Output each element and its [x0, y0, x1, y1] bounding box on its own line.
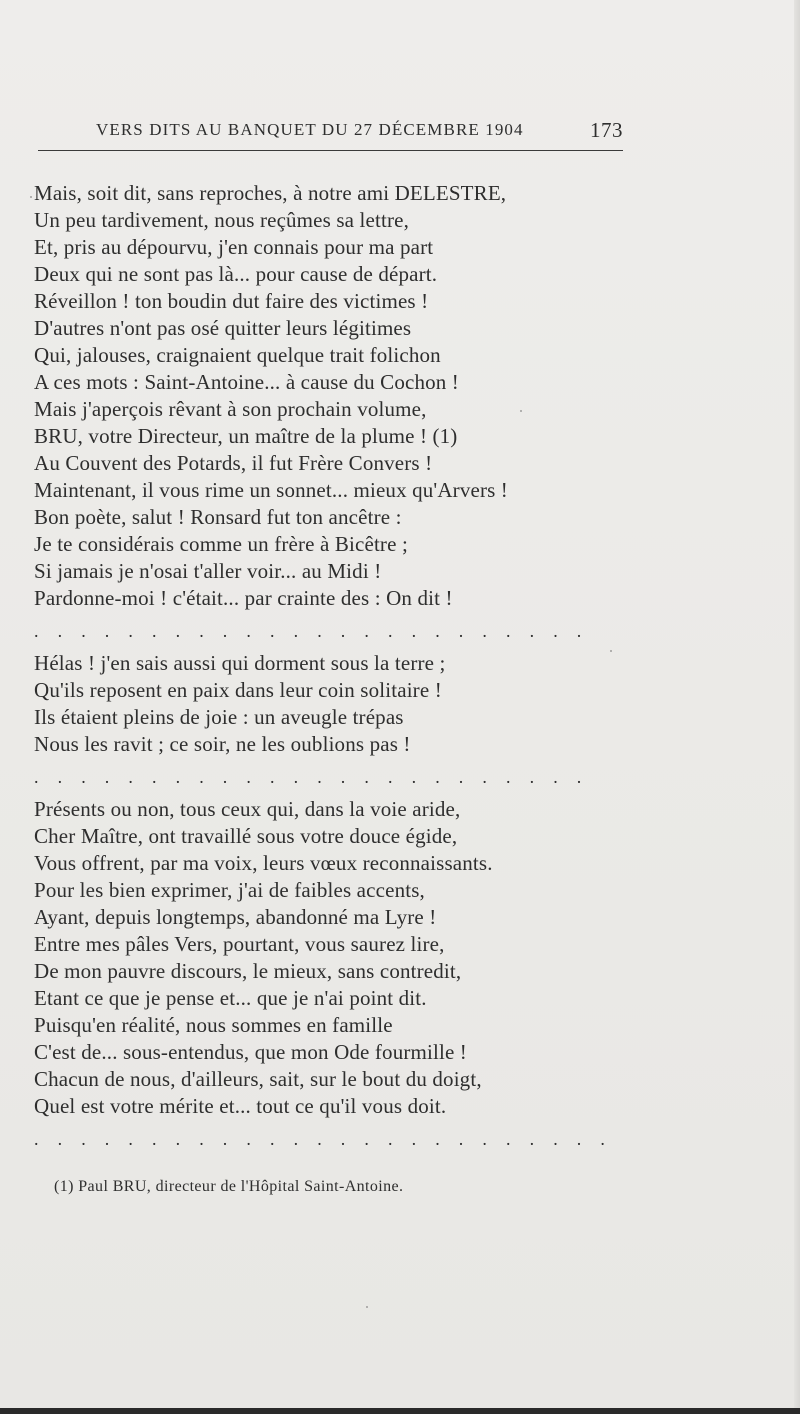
print-speck: [520, 410, 522, 412]
poem-line: Mais j'aperçois rêvant à son prochain volume,: [34, 397, 427, 421]
poem-line: Pour les bien exprimer, j'ai de faibles accents,: [34, 878, 425, 902]
poem-line: D'autres n'ont pas osé quitter leurs légitimes: [34, 316, 412, 340]
poem-line: Un peu tardivement, nous reçûmes sa lettre,: [34, 208, 409, 232]
poem-line: Pardonne-moi ! c'était... par crainte des : On dit !: [34, 586, 453, 610]
poem-line: Bon poète, salut ! Ronsard fut ton ancêtre :: [34, 505, 402, 529]
print-speck: [30, 196, 32, 198]
poem-line: Qui, jalouses, craignaient quelque trait folichon: [34, 343, 441, 367]
poem-line: Deux qui ne sont pas là... pour cause de départ.: [34, 262, 438, 286]
print-speck: [366, 1306, 368, 1308]
poem-line: Vous offrent, par ma voix, leurs vœux reconnaissants.: [34, 851, 493, 875]
poem-line: Chacun de nous, d'ailleurs, sait, sur le bout du doigt,: [34, 1067, 482, 1091]
poem-line: Si jamais je n'osai t'aller voir... au Midi !: [34, 559, 382, 583]
poem-line: BRU, votre Directeur, un maître de la plume ! (1): [34, 424, 458, 448]
print-speck: [610, 650, 612, 652]
poem-line: Ils étaient pleins de joie : un aveugle trépas: [34, 705, 404, 729]
page-number: 173: [590, 118, 623, 142]
poem-line: Présents ou non, tous ceux qui, dans la voie aride,: [34, 797, 461, 821]
poem-line: Etant ce que je pense et... que je n'ai point dit.: [34, 986, 427, 1010]
stanza-separator: . . . . . . . . . . . . . . . . . . . . . . . . .: [34, 1129, 613, 1149]
poem-line: Ayant, depuis longtemps, abandonné ma Lyre !: [34, 905, 437, 929]
poem-line: Réveillon ! ton boudin dut faire des victimes !: [34, 289, 429, 313]
poem-line: Puisqu'en réalité, nous sommes en famille: [34, 1013, 393, 1037]
poem-line: Au Couvent des Potards, il fut Frère Convers !: [34, 451, 433, 475]
poem-line: Entre mes pâles Vers, pourtant, vous saurez lire,: [34, 932, 445, 956]
page-header: [38, 118, 623, 151]
scan-border: [0, 1408, 800, 1414]
poem-line: C'est de... sous-entendus, que mon Ode fourmille !: [34, 1040, 467, 1064]
poem-line: Et, pris au dépourvu, j'en connais pour ma part: [34, 235, 434, 259]
page-edge: [794, 0, 800, 1414]
stanza-separator: . . . . . . . . . . . . . . . . . . . . . . . .: [34, 621, 589, 641]
poem-lines: [34, 180, 613, 1158]
poem-line: Hélas ! j'en sais aussi qui dorment sous la terre ;: [34, 651, 446, 675]
poem-line: Mais, soit dit, sans reproches, à notre ami DELESTRE,: [34, 181, 507, 205]
poem-body: [34, 180, 613, 1158]
poem-line: De mon pauvre discours, le mieux, sans contredit,: [34, 959, 462, 983]
poem-line: Nous les ravit ; ce soir, ne les oublions pas !: [34, 732, 411, 756]
poem-line: Qu'ils reposent en paix dans leur coin solitaire !: [34, 678, 442, 702]
poem-line: Je te considérais comme un frère à Bicêtre ;: [34, 532, 408, 556]
stanza-separator: . . . . . . . . . . . . . . . . . . . . . . . .: [34, 767, 589, 787]
running-head: VERS DITS AU BANQUET DU 27 DÉCEMBRE 1904: [96, 120, 524, 139]
footnote: (1) Paul BRU, directeur de l'Hôpital Saint-Antoine.: [54, 1178, 404, 1195]
poem-line: Cher Maître, ont travaillé sous votre douce égide,: [34, 824, 458, 848]
poem-line: Maintenant, il vous rime un sonnet... mieux qu'Arvers !: [34, 478, 508, 502]
poem-line: A ces mots : Saint-Antoine... à cause du Cochon !: [34, 370, 459, 394]
poem-line: Quel est votre mérite et... tout ce qu'il vous doit.: [34, 1094, 447, 1118]
